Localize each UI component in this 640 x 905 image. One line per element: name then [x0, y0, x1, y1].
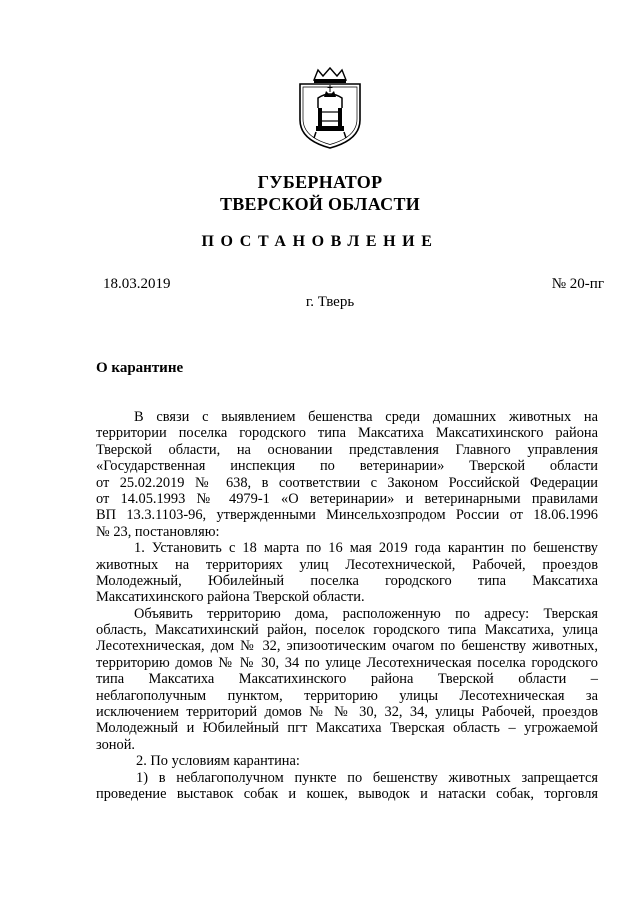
body-line: 2. По условиям карантина: — [136, 753, 300, 770]
body-line: область, Максатихинский район, поселок городского типа Максатиха, улица — [96, 622, 598, 639]
document-city: г. Тверь — [305, 294, 355, 310]
document-subject: О карантине — [96, 360, 184, 376]
body-line: Лесотехническая, дом № 32, эпизоотическим очагом по бешенству животных, — [96, 638, 598, 655]
coat-of-arms-icon — [292, 66, 368, 150]
document-body — [96, 409, 598, 802]
body-line: неблагополучным пунктом, территорию улицы Лесотехническая за — [96, 687, 598, 704]
body-line: В связи с выявлением бешенства среди домашних животных на — [134, 409, 598, 425]
body-line: исключением территорий домов № № 30, 32, 34, улицы Рабочей, проездов — [96, 704, 598, 721]
document-type-heading: ПОСТАНОВЛЕНИЕ — [201, 233, 439, 250]
body-line: Тверской области, на основании представления Главного управления — [96, 441, 598, 458]
body-line: проведение выставок собак и кошек, выводок и натаски собак, торговля — [96, 785, 598, 802]
body-line: 1. Установить с 18 марта по 16 мая 2019 года карантин по бешенству — [134, 540, 598, 557]
body-line: от 14.05.1993 № 4979-1 «О ветеринарии» и ветеринарными правилами — [96, 490, 598, 507]
body-line: 1) в неблагополучном пункте по бешенству животных запрещается — [136, 769, 598, 786]
body-line: Молодежный, Юбилейный поселка городского типа Максатиха — [96, 572, 598, 589]
body-line: «Государственная инспекция по ветеринарии» Тверской области — [96, 458, 598, 475]
body-line: типа Максатиха Максатихинского района Тверской области – — [96, 671, 598, 688]
document-number: № 20-пг — [551, 276, 604, 292]
body-line: ВП 13.3.1103-96, утвержденными Минсельхозпродом России от 18.06.1996 — [96, 507, 598, 524]
body-line: животных на территориях улиц Лесотехнической, Рабочей, проездов — [96, 556, 598, 573]
body-line: зоной. — [96, 736, 135, 753]
authority-title-line1: ГУБЕРНАТОР — [257, 172, 383, 192]
body-line: Объявить территорию дома, расположенную по адресу: Тверская — [134, 605, 598, 622]
document-date: 18.03.2019 — [103, 276, 171, 292]
body-line: территории поселка городского типа Максатиха Максатихинского района — [96, 425, 598, 442]
body-line: Максатихинского района Тверской области. — [96, 589, 365, 606]
body-line: № 23, постановляю: — [96, 523, 220, 540]
body-line: Молодежный и Юбилейный пгт Максатиха Тверская область – угрожаемой — [96, 720, 598, 737]
authority-title-line2: ТВЕРСКОЙ ОБЛАСТИ — [219, 194, 421, 214]
body-line: от 25.02.2019 № 638, в соответствии с Законом Российской Федерации — [96, 474, 598, 491]
body-line: территорию домов № № 30, 34 по улице Лесотехническая поселка городского — [96, 654, 598, 671]
